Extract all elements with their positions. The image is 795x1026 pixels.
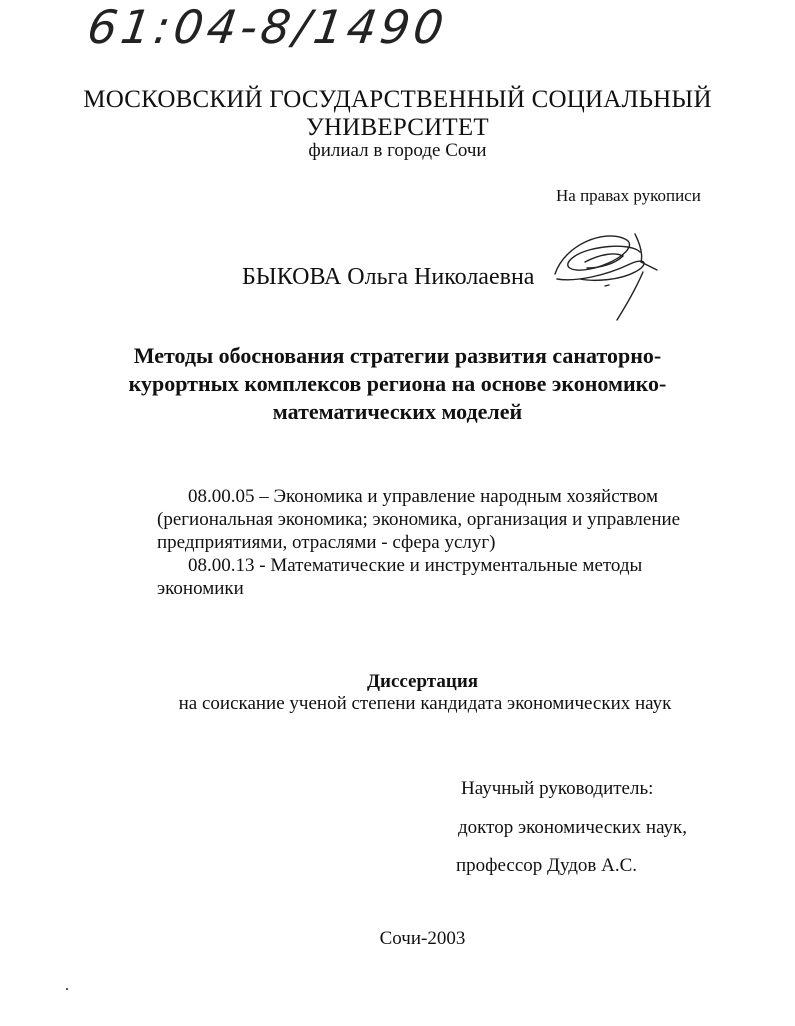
thesis-title-line3: математических моделей	[272, 399, 523, 424]
signature-icon	[545, 224, 665, 324]
dissertation-label: Диссертация	[366, 671, 479, 692]
handwritten-archive-code: 61:04-8/1490	[84, 0, 451, 54]
supervisor-label: Научный руководитель:	[461, 778, 654, 799]
branch-name: филиал в городе Сочи	[308, 140, 487, 161]
university-name-line1: МОСКОВСКИЙ ГОСУДАРСТВЕННЫЙ СОЦИАЛЬНЫЙ	[83, 86, 712, 113]
manuscript-note: На правах рукописи	[556, 186, 701, 205]
city-year: Сочи-2003	[379, 928, 466, 949]
thesis-title-line2: курортных комплексов региона на основе экономико-	[128, 371, 667, 396]
specialty-08-00-05: 08.00.05 – Экономика и управление народным хозяйством (региональная экономика; экономика, организация и управление предприятиями, отраслями - сфера услуг)	[157, 486, 681, 553]
supervisor-name: профессор Дудов А.С.	[456, 855, 638, 876]
author-name: БЫКОВА Ольга Николаевна	[242, 264, 535, 290]
supervisor-degree: доктор экономических наук,	[458, 817, 688, 838]
university-name-line2: УНИВЕРСИТЕТ	[306, 114, 489, 141]
specialty-08-00-13: 08.00.13 - Математические и инструментальные методы экономики	[157, 555, 643, 599]
dissertation-purpose: на соискание ученой степени кандидата экономических наук	[178, 693, 672, 714]
university-name	[0, 86, 795, 142]
scan-speck	[66, 988, 68, 990]
thesis-title	[0, 342, 795, 426]
thesis-title-line1: Методы обоснования стратегии развития санаторно-	[133, 343, 662, 368]
